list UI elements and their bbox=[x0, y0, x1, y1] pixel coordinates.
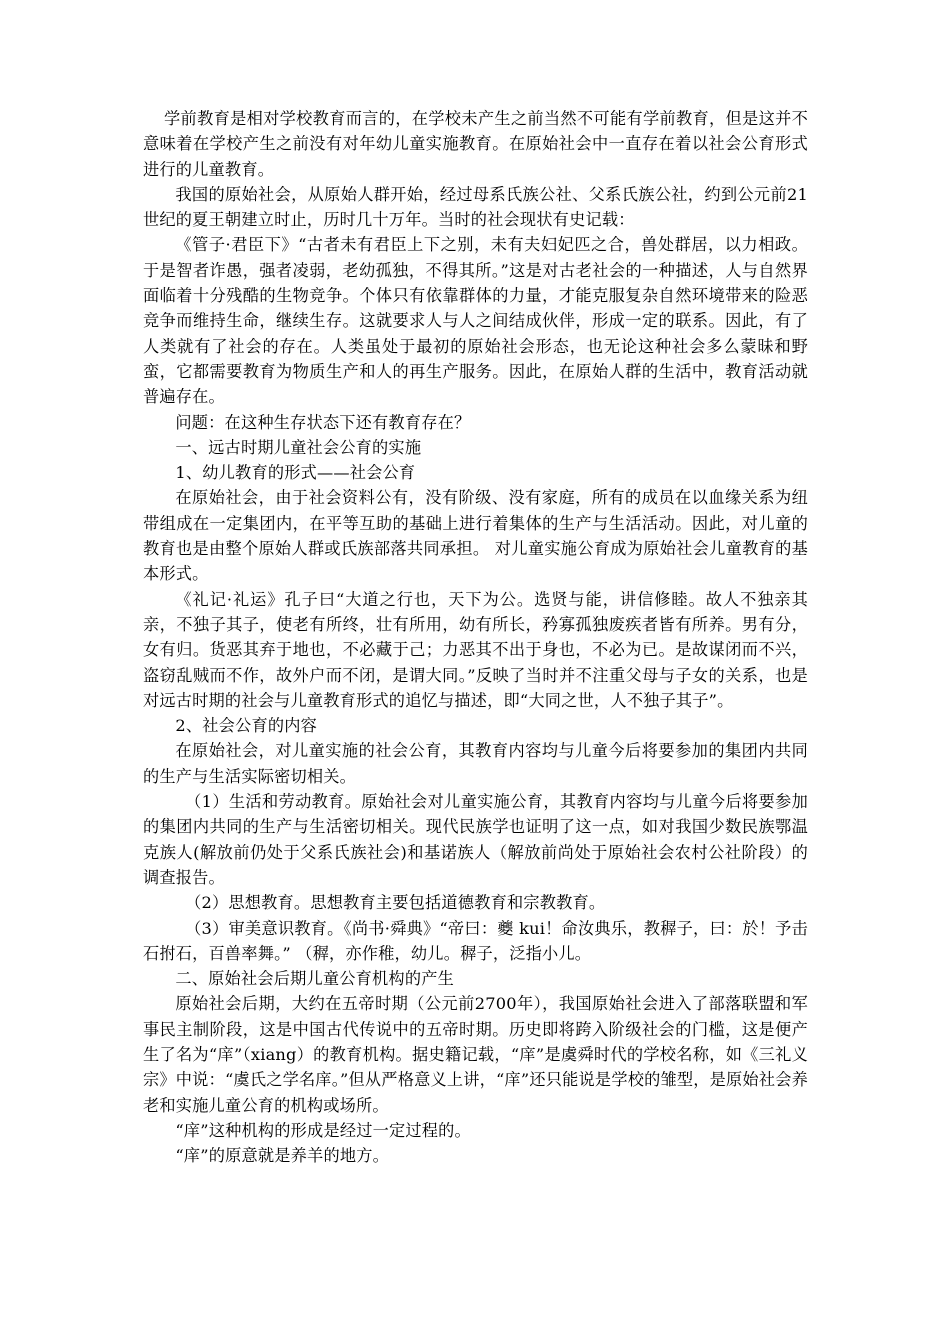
aesthetic-education-paragraph: （3）审美意识教育。《尚书·舜典》“帝曰：夔 kui！命汝典乐，教稺子，曰：於！予击石拊石，百兽率舞。” （稺，亦作稚，幼儿。稺子，泛指小儿。 bbox=[143, 918, 808, 963]
question-line: 问题：在这种生存状态下还有教育存在？ bbox=[175, 412, 471, 432]
xiang-formation-line: “庠”这种机构的形成是经过一定过程的。 bbox=[175, 1120, 471, 1140]
moral-education-paragraph: （2）思想教育。思想教育主要包括道德教育和宗教教育。 bbox=[185, 893, 606, 913]
section-heading-2: 二、原始社会后期儿童公育机构的产生 bbox=[175, 969, 454, 989]
intro-paragraph: 学前教育是相对学校教育而言的，在学校未产生之前当然不可能有学前教育，但是这并不意味着在学校产生之前没有对年幼儿童实施教育。在原始社会中一直存在着以社会公育形式进行的儿童教育。 bbox=[143, 109, 808, 179]
document-page bbox=[143, 106, 808, 1168]
section-heading-1: 一、远古时期儿童社会公育的实施 bbox=[175, 437, 422, 457]
xiang-institution-paragraph: 原始社会后期，大约在五帝时期（公元前2700年），我国原始社会进入了部落联盟和军事民主制阶段，这是中国古代传说中的五帝时期。历史即将跨入阶级社会的门槛，这是便产生了名为“庠”（xiang）的教育机构。据史籍记载，“庠”是虞舜时代的学校名称，如《三礼义宗》中说：“虞氏之学名庠。”但从严格意义上讲，“庠”还只能说是学校的雏型，是原始社会养老和实施儿童公育的机构或场所。 bbox=[143, 994, 808, 1115]
guanzi-quote-paragraph: 《管子·君臣下》“古者未有君臣上下之别，未有夫妇妃匹之合，兽处群居，以力相政。于是智者诈愚，强者凌弱，老幼孤独，不得其所。”这是对古老社会的一种描述，人与自然界面临着十分残酷的生物竞争。个体只有依靠群体的力量，才能克服复杂自然环境带来的险恶竞争而维持生命，继续生存。这就要求人与人之间结成伙伴，形成一定的联系。因此，有了人类就有了社会的存在。人类虽处于最初的原始社会形态，也无论这种社会多么蒙昧和野蛮，它都需要教育为物质生产和人的再生产服务。因此，在原始人群的生活中，教育活动就普遍存在。 bbox=[143, 235, 808, 407]
xiang-meaning-line: “庠”的原意就是养羊的地方。 bbox=[175, 1146, 389, 1166]
content-paragraph: 在原始社会，对儿童实施的社会公育，其教育内容均与儿童今后将要参加的集团内共同的生产与生活实际密切相关。 bbox=[143, 741, 808, 786]
subheading-1: 1、幼儿教育的形式——社会公育 bbox=[175, 463, 416, 483]
life-labor-education-paragraph: （1）生活和劳动教育。原始社会对儿童实施公育，其教育内容均与儿童今后将要参加的集团内共同的生产与生活密切相关。现代民族学也证明了这一点，如对我国少数民族鄂温克族人(解放前仍处于父系氏族社会)和基诺族人（解放前尚处于原始社会农村公社阶段）的调查报告。 bbox=[143, 792, 808, 887]
subheading-2: 2、社会公育的内容 bbox=[175, 716, 317, 736]
public-education-paragraph: 在原始社会，由于社会资料公有，没有阶级、没有家庭，所有的成员在以血缘关系为纽带组成在一定集团内，在平等互助的基础上进行着集体的生产与生活活动。因此，对儿童的教育也是由整个原始人群或氏族部落共同承担。 对儿童实施公育成为原始社会儿童教育的基本形式。 bbox=[143, 488, 808, 584]
liji-quote-paragraph: 《礼记·礼运》孔子曰“大道之行也，天下为公。选贤与能，讲信修睦。故人不独亲其亲，不独子其子，使老有所终，壮有所用，幼有所长，矜寡孤独废疾者皆有所养。男有分，女有归。货恶其弃于地也，不必藏于己；力恶其不出于身也，不必为已。是故谋闭而不兴，盗窃乱贼而不作，故外户而不闭，是谓大同。”反映了当时并不注重父母与子女的关系，也是对远古时期的社会与儿童教育形式的追忆与描述，即“大同之世，人不独子其子”。 bbox=[143, 589, 808, 710]
primitive-society-paragraph: 我国的原始社会，从原始人群开始，经过母系氏族公社、父系氏族公社，约到公元前21世纪的夏王朝建立时止，历时几十万年。当时的社会现状有史记载： bbox=[143, 184, 808, 230]
